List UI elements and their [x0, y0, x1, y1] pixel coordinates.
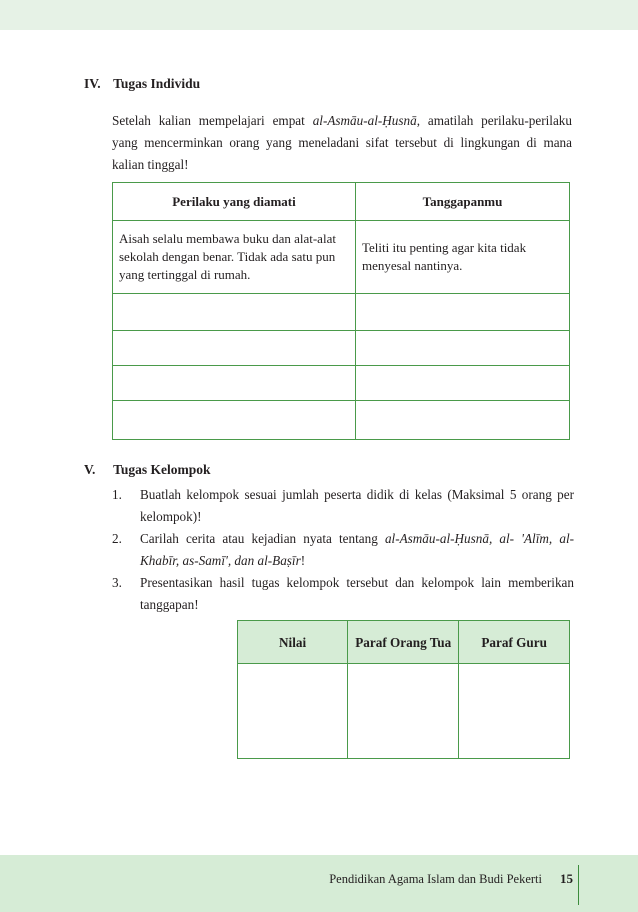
grade-table: [237, 620, 570, 759]
table-row: [113, 401, 570, 440]
section-iv-instructions: [112, 110, 572, 176]
top-band: [0, 0, 638, 30]
list-item-number: 3.: [112, 575, 122, 590]
table-row: [113, 366, 570, 401]
list-item: [112, 528, 574, 572]
page-number: 15: [560, 871, 573, 886]
header-behavior: Perilaku yang diamati: [113, 183, 356, 221]
list-item: [112, 484, 574, 528]
empty-cell[interactable]: [356, 331, 570, 366]
score-cell[interactable]: [238, 664, 348, 759]
intro-text-2: , amatilah perilaku-perilaku yang mencerminkan orang yang meneladani sifat tersebut di lingkungan di mana kalian tinggal!: [112, 113, 572, 172]
intro-italic-term: al-Asmāu-al-Ḥusnā: [312, 113, 417, 128]
list-item: [112, 572, 574, 616]
section-iv-title: Tugas Individu: [113, 76, 201, 91]
list-item-number: 2.: [112, 531, 122, 546]
empty-cell[interactable]: [113, 401, 356, 440]
parent-signature-cell[interactable]: [348, 664, 459, 759]
list-item-number: 1.: [112, 487, 122, 502]
list-item-text: Presentasikan hasil tugas kelompok tersebut dan kelompok lain memberikan tanggapan!: [140, 575, 574, 612]
table-row: [238, 664, 570, 759]
example-behavior: Aisah selalu membawa buku dan alat-alat sekolah dengan benar. Tidak ada satu pun yang tertinggal di rumah.: [113, 221, 356, 294]
empty-cell[interactable]: [356, 366, 570, 401]
header-score: Nilai: [238, 621, 348, 664]
section-iv-heading: [84, 76, 200, 92]
intro-text-1: Setelah kalian mempelajari empat: [112, 113, 313, 128]
table-row: [113, 221, 570, 294]
observation-table: [112, 182, 570, 440]
section-v-heading: [84, 462, 211, 478]
empty-cell[interactable]: [356, 294, 570, 331]
list-item-text-end: !: [300, 553, 306, 568]
empty-cell[interactable]: [356, 401, 570, 440]
footer-divider: [578, 865, 579, 905]
header-response: Tanggapanmu: [356, 183, 570, 221]
table-row: [113, 331, 570, 366]
empty-cell[interactable]: [113, 331, 356, 366]
grade-table-header: [238, 621, 570, 664]
example-response: Teliti itu penting agar kita tidak menyesal nantinya.: [356, 221, 570, 294]
footer-book-title: Pendidikan Agama Islam dan Budi Pekerti: [329, 872, 542, 886]
header-teacher-signature: Paraf Guru: [459, 621, 570, 664]
section-v-title: Tugas Kelompok: [113, 462, 211, 477]
group-task-list: [112, 484, 574, 616]
table-row: [113, 294, 570, 331]
section-iv-number: IV.: [84, 76, 101, 91]
observation-table-header: [113, 183, 570, 221]
empty-cell[interactable]: [113, 366, 356, 401]
list-item-text: Buatlah kelompok sesuai jumlah peserta didik di kelas (Maksimal 5 orang per kelompok)!: [140, 487, 574, 524]
teacher-signature-cell[interactable]: [459, 664, 570, 759]
section-v-number: V.: [84, 462, 96, 477]
footer-band: [0, 855, 638, 912]
empty-cell[interactable]: [113, 294, 356, 331]
list-item-italic-terms: al-Asmāu-al-Ḥusnā, al- 'Alīm, al-Khabīr, as-Samī', dan al-Baṣīr: [140, 531, 574, 568]
list-item-text: Carilah cerita atau kejadian nyata tentang: [140, 531, 385, 546]
header-parent-signature: Paraf Orang Tua: [348, 621, 459, 664]
